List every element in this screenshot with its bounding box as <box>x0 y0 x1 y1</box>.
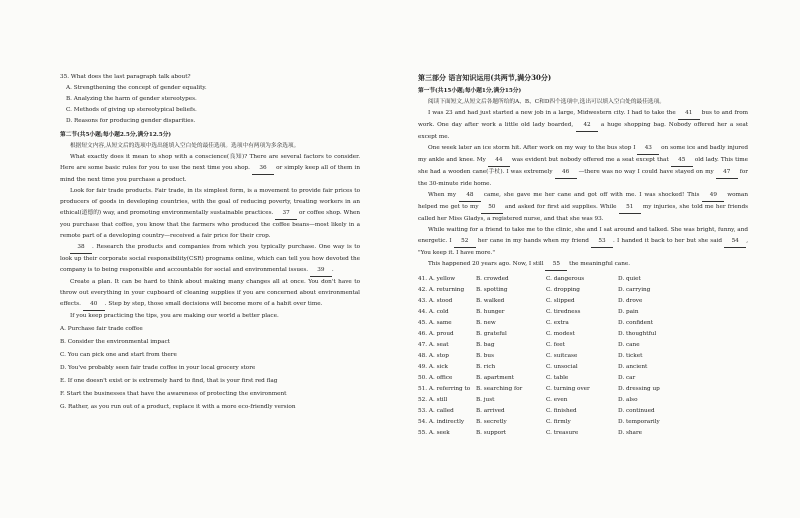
passage-paragraph-1: What exactly does it mean to shop with a conscience(良知)? There are several factors to consider. Here are some basic rules for you to use the next time you shop. 36 or simply keep all of them in mind the next time you purchase a product. <box>60 154 360 183</box>
option-44-a: 44. A. cold <box>418 309 449 315</box>
option-46-d: D. thoughtful <box>618 331 657 337</box>
section-1-heading: 第一节(共15小题;每小题1分,满分15分) <box>418 88 522 94</box>
answer-options-grid <box>418 274 748 439</box>
q35-option-a: A. Strengthening the concept of gender equality. <box>66 85 207 91</box>
right-column <box>418 72 748 439</box>
option-41-c: C. dangerous <box>546 276 585 282</box>
option-41-b: B. crowded <box>476 276 509 282</box>
option-42-a: 42. A. returning <box>418 287 465 293</box>
option-49-b: B. rich <box>476 364 496 370</box>
fill-option-d: D. You've probably seen fair trade coffee in your local grocery store <box>60 365 256 371</box>
option-42-d: D. carrying <box>618 287 651 293</box>
option-47-c: C. feet <box>546 342 565 348</box>
option-54-d: D. temporarily <box>618 419 660 425</box>
option-43-a: 43. A. stood <box>418 298 453 304</box>
part-3-heading: 第三部分 语言知识运用(共两节,满分30分) <box>418 73 552 82</box>
left-column <box>60 72 360 409</box>
option-44-b: B. hunger <box>476 309 505 315</box>
option-52-c: C. even <box>546 397 568 403</box>
fill-option-g: G. Rather, as you run out of a product, replace it with a more eco-friendly version <box>60 404 296 409</box>
option-43-b: B. walked <box>476 298 505 304</box>
fill-option-f: F. Start the businesses that have the awareness of protecting the environment <box>60 391 287 397</box>
cloze-paragraph-4: While waiting for a friend to take me to the clinic, she and I sat around and talked. She was bright, funny, and energetic. I 52 her cane in my hands when my friend 53 . I handed it back to her but she said 54 , "You keep it. I have more." <box>418 227 748 256</box>
option-50-d: D. car <box>618 375 636 381</box>
option-55-d: D. share <box>618 430 643 436</box>
q35-option-d: D. Reasons for producing gender disparities. <box>66 118 196 124</box>
option-53-c: C. finished <box>546 408 577 414</box>
option-50-a: 50. A. office <box>418 375 453 381</box>
option-49-a: 49. A. sick <box>418 364 448 370</box>
option-51-c: C. turning over <box>546 386 590 392</box>
passage-paragraph-2: Look for fair trade products. Fair trade, in its simplest form, is a movement to provide fair prices to producers of goods in developing countries, with the goal of reducing poverty, treating workers in an ethical(道德的) way, and promoting environmentally sustainable practices. 37 or coffee shop. When you purchase that coffee, you know that the farmers who produced the coffee beans—most likely in a remote part of a developing country—received a fair price for their crop. <box>60 188 361 239</box>
fill-option-e: E. If one doesn't exist or is extremely hard to find, that is your first red flag <box>60 378 278 384</box>
option-52-d: D. also <box>618 397 638 403</box>
option-45-c: C. extra <box>546 320 569 326</box>
cloze-paragraph-1: I was 23 and had just started a new job in a large, Midwestern city. I had to take the 41 bus to and from work. One day after work a little old lady boarded, 42 a huge shopping bag. Nobody offered her a seat except me. <box>418 110 749 140</box>
fill-option-a: A. Purchase fair trade coffee <box>60 326 143 332</box>
option-54-b: B. secretly <box>476 419 507 425</box>
option-48-a: 48. A. stop <box>418 353 449 359</box>
question-35: 35. What does the last paragraph talk about? <box>60 74 191 80</box>
cloze-paragraph-2: One week later an ice storm hit. After work on my way to the bus stop I 43 on some ice and badly injured my ankle and knee. My 44 was evident but nobody offered me a seat except that 45 old lady. This time she had a wooden cane(手杖). I was extremely 46 —there was no way I could have stayed on my 47 for the 30-minute ride home. <box>418 145 748 187</box>
option-45-a: 45. A. same <box>418 320 452 326</box>
fill-option-b: B. Consider the environmental impact <box>60 339 170 345</box>
option-53-b: B. arrived <box>476 408 505 414</box>
option-52-a: 52. A. still <box>418 397 448 403</box>
option-42-c: C. dropping <box>546 287 580 293</box>
passage-paragraph-3: 38 . Research the products and companies from which you typically purchase. One way is to look up their corporate social responsibility(CSR) programs online, which can tell you how devoted the company is to being responsible and accountable for social and environmental issues. 39 . <box>60 242 360 277</box>
option-51-b: B. searching for <box>476 386 523 392</box>
option-43-d: D. drove <box>618 298 643 304</box>
option-53-a: 53. A. called <box>418 408 454 414</box>
option-48-c: C. suitcase <box>546 353 578 359</box>
option-55-c: C. treasure <box>546 430 579 436</box>
option-50-b: B. apartment <box>476 375 514 381</box>
option-47-b: B. bag <box>476 342 495 348</box>
option-49-c: C. unsocial <box>546 364 578 370</box>
option-51-a: 51. A. referring to <box>418 386 471 392</box>
option-48-b: B. bus <box>476 353 495 359</box>
option-41-a: 41. A. yellow <box>418 276 456 282</box>
option-44-d: D. pain <box>618 309 639 315</box>
cloze-paragraph-3: When my 48 came, she gave me her cane and got off with me. I was shocked! This 49 woman helped me get to my 50 and asked for first aid supplies. While 51 my injuries, she told me her friends called her Miss Gladys, a registered nurse, and that she was 93. <box>418 192 749 222</box>
option-52-b: B. just <box>476 397 495 403</box>
passage-paragraph-5: If you keep practicing the tips, you are making our world a better place. <box>70 313 279 319</box>
option-55-a: 55. A. seek <box>418 430 450 436</box>
section-2-instruction: 根据短文内容,从短文后的选项中选出能填入空白处的最佳选项。选项中有两项为多余选项。 <box>70 143 300 149</box>
option-44-c: C. tiredness <box>546 309 581 315</box>
option-51-d: D. dressing up <box>618 386 660 392</box>
option-46-b: B. grateful <box>476 331 507 337</box>
fill-option-c: C. You can pick one and start from there <box>60 352 177 358</box>
section-1-instruction: 阅读下面短文,从短文后各题所给的A、B、C和D四个选项中,选出可以填入空白处的最佳选项。 <box>428 99 665 105</box>
option-54-a: 54. A. indirectly <box>418 419 465 425</box>
q35-option-b: B. Analyzing the harm of gender stereotypes. <box>66 96 197 102</box>
cloze-paragraph-5: This happened 20 years ago. Now, I still 55 the meaningful cane. <box>418 259 748 271</box>
option-53-d: D. continued <box>618 408 655 414</box>
passage-paragraph-4: Create a plan. It can be hard to think about making many changes all at once. You don't have to throw out everything in your cupboard of cleaning supplies if you are concerned about environmental effects. 40 . Step by step, those small decisions will become more of a habit over time. <box>60 277 360 311</box>
option-55-b: B. support <box>476 430 507 436</box>
option-50-c: C. table <box>546 375 569 381</box>
option-45-b: B. new <box>476 320 496 326</box>
option-47-d: D. cane <box>618 342 640 348</box>
option-46-c: C. modest <box>546 331 575 337</box>
option-54-c: C. firmly <box>546 419 571 425</box>
option-42-b: B. spotting <box>476 287 508 293</box>
option-43-c: C. slipped <box>546 298 575 304</box>
option-45-d: D. confident <box>618 320 653 326</box>
section-2-heading: 第二节(共5小题;每小题2.5分,满分12.5分) <box>60 132 172 138</box>
option-49-d: D. ancient <box>618 364 648 370</box>
q35-option-c: C. Methods of giving up stereotypical beliefs. <box>66 107 197 113</box>
option-47-a: 47. A. seat <box>418 342 449 348</box>
option-46-a: 46. A. proud <box>418 331 454 337</box>
option-48-d: D. ticket <box>618 353 643 359</box>
option-41-d: D. quiet <box>618 276 641 282</box>
